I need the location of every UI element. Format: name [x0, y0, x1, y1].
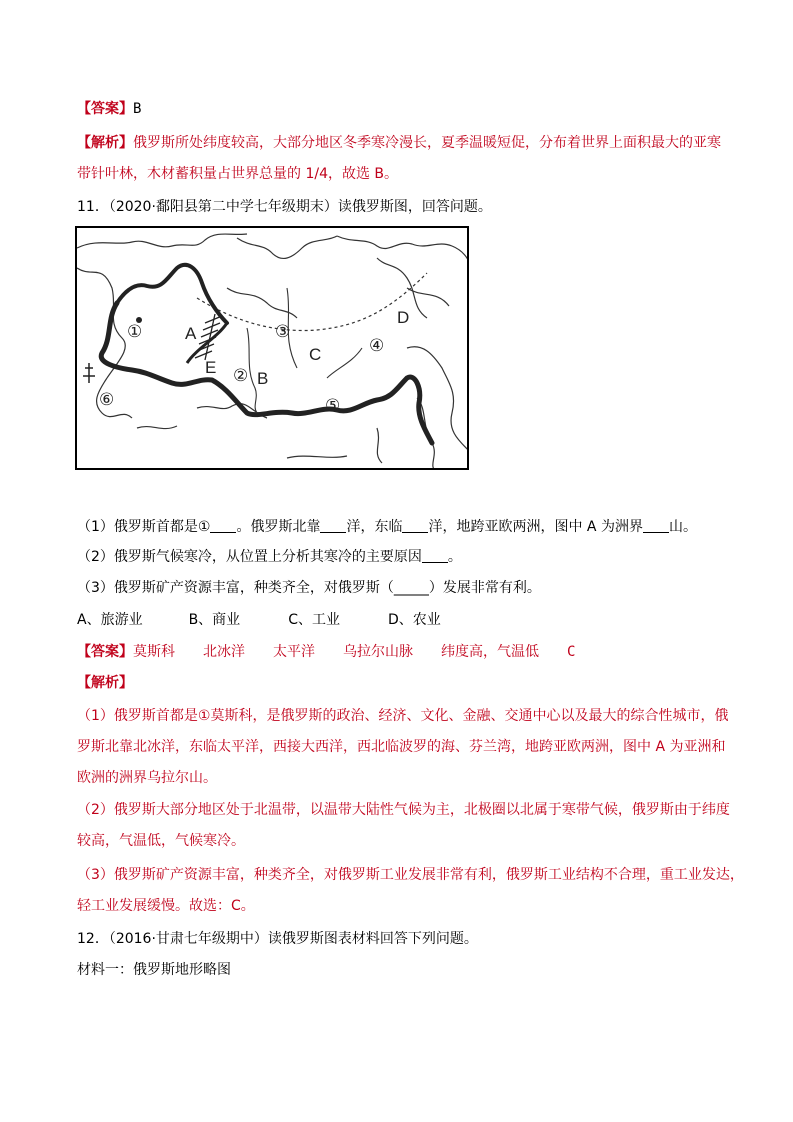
q11-analysis-line: 轻工业发展缓慢。故选：C。 [77, 898, 255, 914]
russia-map [75, 226, 469, 470]
map-label-3: ③ [275, 322, 291, 342]
q11-sub3: （3）俄罗斯矿产资源丰富，种类齐全，对俄罗斯（_____）发展非常有利。 [77, 580, 541, 596]
answer-5: 纬度高，气温低 [441, 644, 539, 660]
question-11-heading: 11．（2020·鄱阳县第二中学七年级期末）读俄罗斯图，回答问题。 [77, 199, 492, 215]
answer-tag: 【答案】 [77, 101, 133, 117]
answer-4: 乌拉尔山脉 [343, 644, 413, 660]
map-label-5: ⑤ [325, 396, 341, 416]
answer-2: 北冰洋 [203, 644, 245, 660]
sub1-part-e: 山。 [668, 519, 697, 535]
option-d[interactable]: D、农业 [387, 612, 441, 628]
q11-options [77, 610, 441, 630]
answer-3: 太平洋 [273, 644, 315, 660]
q11-analysis-line: （2）俄罗斯大部分地区处于北温带，以温带大陆性气候为主，北极圈以北属于寒带气候，俄罗斯由于纬度 [77, 802, 730, 818]
blank-2[interactable] [320, 518, 346, 533]
sub2-part-b: 。 [447, 549, 462, 565]
map-label-4: ④ [369, 336, 385, 356]
russia-map-drawing [77, 228, 469, 470]
sub2-part-a: （2）俄罗斯气候寒冷，从位置上分析其寒冷的主要原因 [77, 549, 422, 565]
sub1-part-a: （1）俄罗斯首都是① [77, 519, 211, 535]
analysis-tag: 【解析】 [77, 135, 133, 151]
blank-3[interactable] [402, 518, 428, 533]
blank-1[interactable] [210, 518, 236, 533]
map-label-c: C [309, 345, 322, 364]
q11-sub1 [77, 517, 697, 537]
prev-answer-line [77, 99, 141, 119]
sub1-part-d: 洋，地跨亚欧两洲，图中 A 为洲界 [428, 519, 643, 535]
answer-value: B [133, 101, 142, 117]
q11-analysis-line: 欧洲的洲界乌拉尔山。 [77, 770, 217, 786]
question-12-heading: 12．（2016·甘肃七年级期中）读俄罗斯图表材料回答下列问题。 [77, 931, 478, 947]
map-label-b: B [257, 369, 269, 388]
option-b[interactable]: B、商业 [188, 612, 241, 628]
q11-analysis-line: 罗斯北靠北冰洋，东临太平洋，西接大西洋，西北临波罗的海、芬兰湾，地跨亚欧两洲，图中 A 为亚洲和 [77, 739, 726, 755]
prev-analysis-line1 [77, 133, 721, 153]
map-label-2: ② [233, 366, 249, 386]
blank-5[interactable] [422, 548, 448, 563]
map-label-e: E [205, 358, 217, 377]
sub1-part-c: 洋，东临 [346, 519, 403, 535]
answer-6: C [567, 644, 576, 660]
map-label-6: ⑥ [99, 390, 115, 410]
prev-analysis-line2: 带针叶林，木材蓄积量占世界总量的 1/4，故选 B。 [77, 166, 399, 182]
answer-tag: 【答案】 [77, 644, 133, 660]
map-label-1: ① [127, 322, 143, 342]
map-label-d: D [397, 308, 410, 327]
q11-analysis-line: 较高，气温低，气候寒冷。 [77, 833, 245, 849]
q11-analysis-line: （1）俄罗斯首都是①莫斯科，是俄罗斯的政治、经济、文化、金融、交通中心以及最大的综合性城市，俄 [77, 708, 729, 724]
q11-sub2 [77, 547, 462, 567]
q11-answer-line [77, 642, 575, 662]
analysis-tag: 【解析】 [77, 675, 133, 691]
option-c[interactable]: C、工业 [288, 612, 340, 628]
question-12-material: 材料一：俄罗斯地形略图 [77, 962, 231, 978]
answer-1: 莫斯科 [133, 644, 175, 660]
option-a[interactable]: A、旅游业 [77, 612, 143, 628]
q11-analysis-line: （3）俄罗斯矿产资源丰富，种类齐全，对俄罗斯工业发展非常有利，俄罗斯工业结构不合理，重工业发达， [77, 867, 744, 883]
sub1-part-b: 。俄罗斯北靠 [236, 519, 321, 535]
blank-4[interactable] [643, 518, 669, 533]
map-label-a: A [185, 324, 197, 343]
q11-analysis-tag-line [77, 673, 133, 693]
analysis-text: 俄罗斯所处纬度较高，大部分地区冬季寒冷漫长，夏季温暖短促，分布着世界上面积最大的亚寒 [133, 135, 721, 151]
